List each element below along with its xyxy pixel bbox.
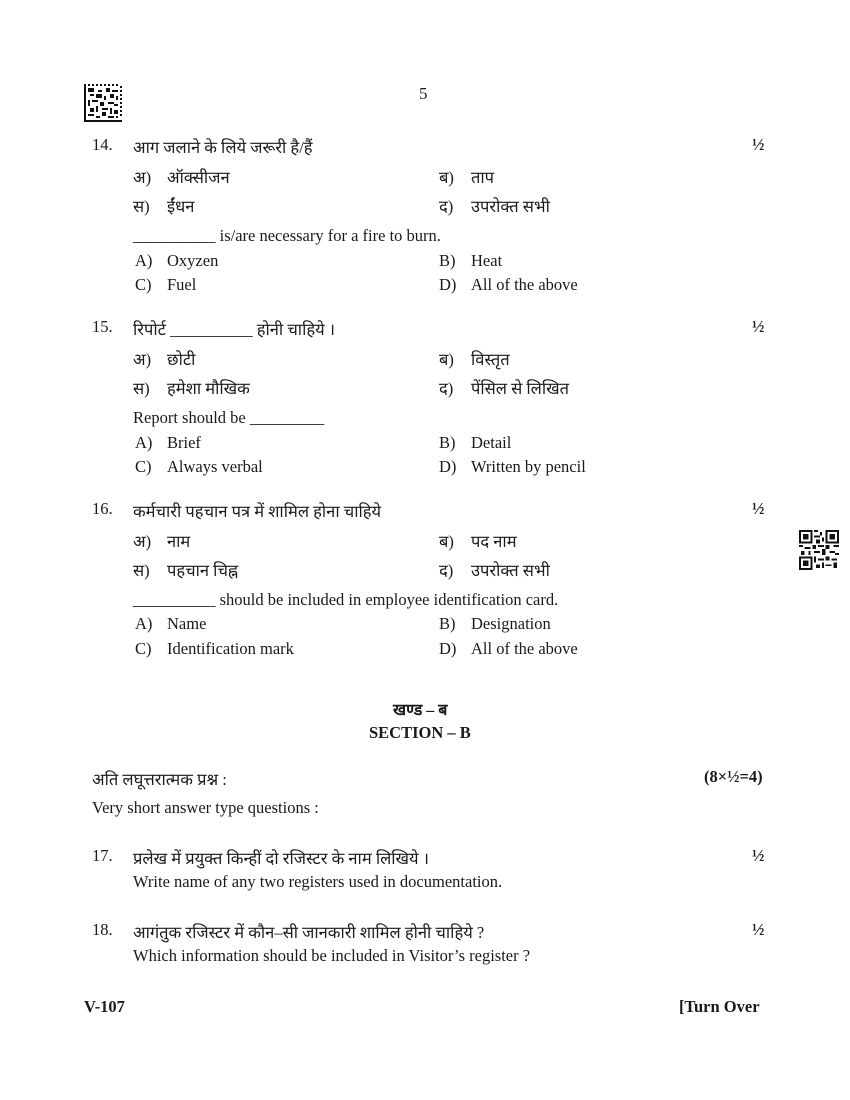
- question-number: 17.: [92, 846, 113, 865]
- option-text: छोटी: [167, 350, 196, 369]
- option-label: B): [439, 251, 456, 270]
- option-text: नाम: [167, 532, 191, 551]
- option-label: D): [439, 457, 457, 476]
- option-text: Always verbal: [167, 457, 263, 476]
- option-label: D): [439, 639, 457, 658]
- question-text-hindi: आगंतुक रजिस्टर में कौन–सी जानकारी शामिल होनी चाहिये ?: [133, 923, 485, 942]
- option-text: Designation: [471, 614, 551, 633]
- option-text: पहचान चिह्न: [167, 561, 239, 580]
- option-text: Written by pencil: [471, 457, 586, 476]
- option-label: A): [135, 433, 153, 452]
- option-label: ब): [439, 168, 454, 187]
- option-text: विस्तृत: [471, 350, 510, 369]
- option-text: Heat: [471, 251, 503, 270]
- question-marks: ½: [752, 317, 765, 336]
- option-text: Name: [167, 614, 207, 633]
- option-text: All of the above: [471, 275, 578, 294]
- question-text-hindi: कर्मचारी पहचान पत्र में शामिल होना चाहिये: [133, 502, 382, 521]
- option-label: स): [133, 561, 150, 580]
- option-label: स): [133, 379, 150, 398]
- option-label: द): [439, 197, 454, 216]
- section-title: SECTION – B: [369, 723, 471, 742]
- option-text: उपरोक्त सभी: [471, 197, 550, 216]
- option-label: द): [439, 561, 454, 580]
- option-text: ईंधन: [167, 197, 195, 216]
- page-number: 5: [419, 84, 428, 103]
- question-text-hindi: आग जलाने के लिये जरूरी है/हैं: [133, 138, 313, 157]
- question-text-english: __________ is/are necessary for a fire to burn.: [133, 226, 441, 245]
- question-text-hindi: प्रलेख में प्रयुक्त किन्हीं दो रजिस्टर के नाम लिखिये ।: [133, 849, 429, 868]
- option-label: द): [439, 379, 454, 398]
- question-number: 14.: [92, 135, 113, 154]
- option-text: पेंसिल से लिखित: [471, 379, 570, 398]
- paper-code: V-107: [84, 997, 125, 1016]
- option-label: A): [135, 614, 153, 633]
- option-label: C): [135, 457, 152, 476]
- option-label: स): [133, 197, 150, 216]
- question-text-english: Write name of any two registers used in documentation.: [133, 872, 503, 891]
- option-text: पद नाम: [471, 532, 517, 551]
- question-marks: ½: [752, 135, 765, 154]
- option-text: Identification mark: [167, 639, 294, 658]
- instruction-hindi: अति लघूत्तरात्मक प्रश्न :: [92, 770, 227, 789]
- option-text: ऑक्सीजन: [167, 168, 230, 187]
- option-text: ताप: [471, 168, 495, 187]
- option-label: अ): [133, 532, 152, 551]
- option-label: D): [439, 275, 457, 294]
- datamatrix-code: [84, 84, 122, 122]
- question-marks: ½: [752, 499, 765, 518]
- option-label: C): [135, 639, 152, 658]
- option-text: Fuel: [167, 275, 197, 294]
- question-text-english: __________ should be included in employee identification card.: [133, 590, 559, 609]
- option-text: Detail: [471, 433, 512, 452]
- question-text-hindi: रिपोर्ट __________ होनी चाहिये ।: [133, 320, 336, 339]
- instruction-english: Very short answer type questions :: [92, 798, 319, 817]
- question-marks: ½: [752, 920, 765, 939]
- question-number: 15.: [92, 317, 113, 336]
- option-label: ब): [439, 532, 454, 551]
- question-number: 16.: [92, 499, 113, 518]
- option-label: B): [439, 433, 456, 452]
- question-marks: ½: [752, 846, 765, 865]
- option-text: हमेशा मौखिक: [167, 379, 250, 398]
- question-text-english: Which information should be included in Visitor’s register ?: [133, 946, 531, 965]
- option-label: अ): [133, 350, 152, 369]
- option-label: B): [439, 614, 456, 633]
- turn-over-note: [Turn Over: [679, 997, 760, 1016]
- qr-code: [799, 530, 839, 570]
- question-text-english: Report should be _________: [133, 408, 325, 427]
- option-label: A): [135, 251, 153, 270]
- option-text: All of the above: [471, 639, 578, 658]
- option-label: C): [135, 275, 152, 294]
- marks-scheme: (8×½=4): [704, 767, 763, 786]
- option-label: अ): [133, 168, 152, 187]
- option-text: Oxyzen: [167, 251, 219, 270]
- section-title-hindi: खण्ड – ब: [393, 702, 448, 719]
- option-text: उपरोक्त सभी: [471, 561, 550, 580]
- question-number: 18.: [92, 920, 113, 939]
- option-label: ब): [439, 350, 454, 369]
- option-text: Brief: [167, 433, 201, 452]
